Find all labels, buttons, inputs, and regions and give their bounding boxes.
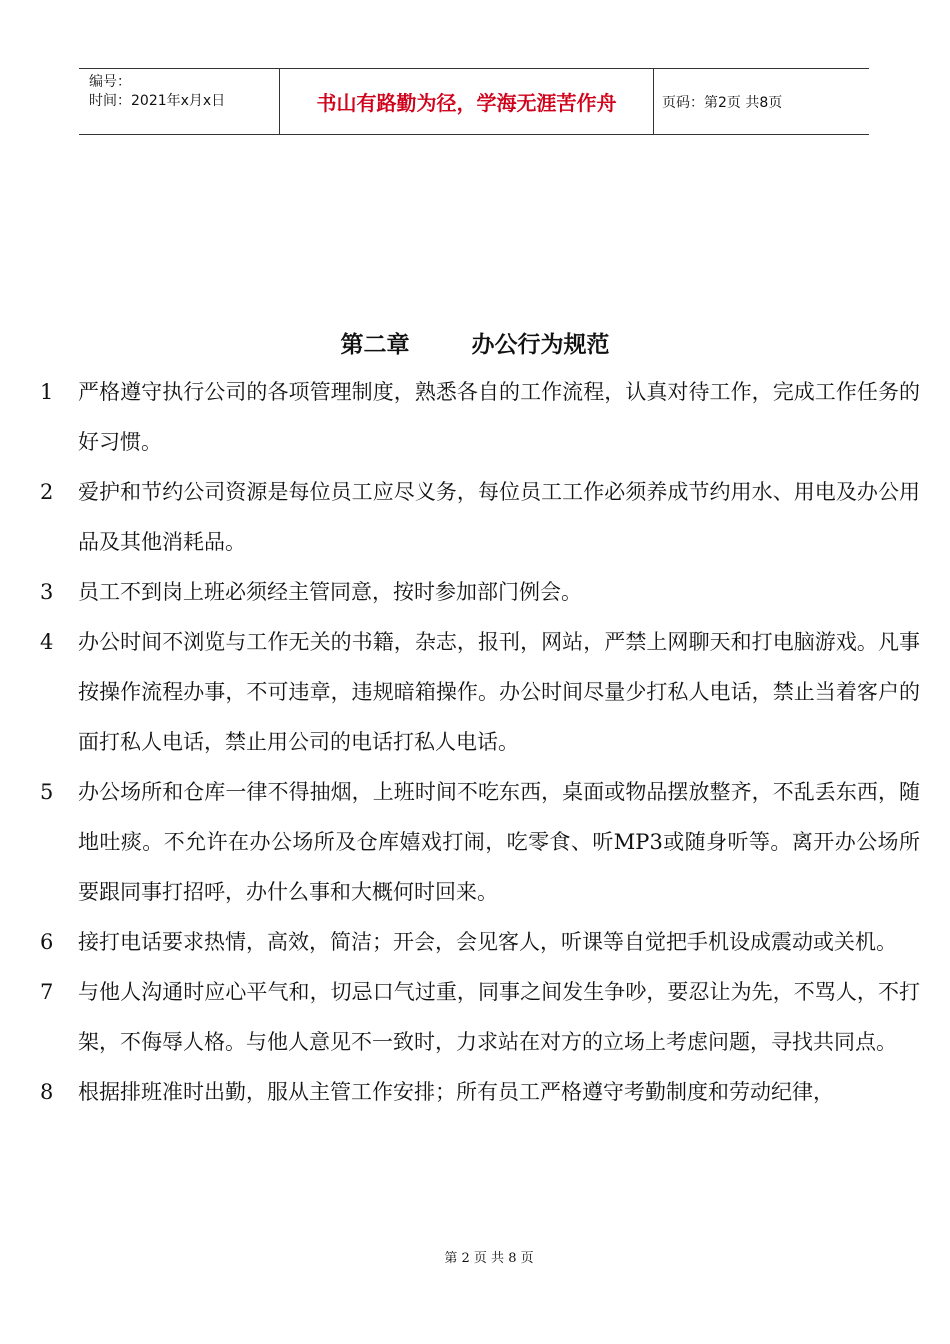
header-motto: 书山有路勤为径，学海无涯苦作舟	[280, 69, 654, 134]
rules-list	[40, 367, 920, 1117]
rule-item	[40, 1067, 920, 1117]
header-page-info: 页码：第2页 共8页	[662, 94, 783, 111]
rule-text: 接打电话要求热情，高效，简洁；开会，会见客人，听课等自觉把手机设成震动或关机。	[78, 930, 897, 954]
chapter-title: 办公行为规范	[471, 332, 610, 358]
document-header	[79, 68, 869, 135]
rule-item	[40, 967, 920, 1067]
header-meta	[79, 69, 280, 134]
rule-item	[40, 917, 920, 967]
rule-number: 6	[40, 930, 54, 954]
rule-item	[40, 567, 920, 617]
time-label: 时间：2021年x月x日	[89, 93, 226, 109]
rule-text: 严格遵守执行公司的各项管理制度，熟悉各自的工作流程，认真对待工作，完成工作任务的好习惯。	[78, 380, 920, 454]
rule-number: 2	[40, 480, 54, 504]
chapter-number: 第二章	[340, 332, 410, 358]
rule-text: 爱护和节约公司资源是每位员工应尽义务，每位员工工作必须养成节约用水、用电及办公用品及其他消耗品。	[78, 480, 920, 554]
rule-item	[40, 617, 920, 767]
serial-number-label: 编号：	[89, 74, 131, 90]
rule-number: 3	[40, 580, 54, 604]
chapter-heading	[0, 326, 950, 359]
rule-text: 办公场所和仓库一律不得抽烟，上班时间不吃东西，桌面或物品摆放整齐，不乱丢东西，随地吐痰。不允许在办公场所及仓库嬉戏打闹，吃零食、听MP3或随身听等。离开办公场所要跟同事打招呼，办什么事和大概何时回来。	[78, 780, 920, 904]
rule-number: 8	[40, 1080, 54, 1104]
rule-number: 1	[40, 380, 54, 404]
rule-number: 7	[40, 980, 54, 1004]
rule-text: 根据排班准时出勤，服从主管工作安排；所有员工严格遵守考勤制度和劳动纪律，	[78, 1080, 834, 1104]
rule-item	[40, 467, 920, 567]
rule-item	[40, 367, 920, 467]
rule-item	[40, 767, 920, 917]
page-footer: 第 2 页 共 8 页	[444, 1251, 534, 1266]
rule-number: 5	[40, 780, 54, 804]
rule-number: 4	[40, 630, 54, 654]
rule-text: 办公时间不浏览与工作无关的书籍，杂志，报刊，网站，严禁上网聊天和打电脑游戏。凡事按操作流程办事，不可违章，违规暗箱操作。办公时间尽量少打私人电话，禁止当着客户的面打私人电话，禁止用公司的电话打私人电话。	[78, 630, 920, 754]
rule-text: 与他人沟通时应心平气和，切忌口气过重，同事之间发生争吵，要忍让为先，不骂人，不打架，不侮辱人格。与他人意见不一致时，力求站在对方的立场上考虑问题，寻找共同点。	[78, 980, 920, 1054]
rule-text: 员工不到岗上班必须经主管同意，按时参加部门例会。	[78, 580, 582, 604]
